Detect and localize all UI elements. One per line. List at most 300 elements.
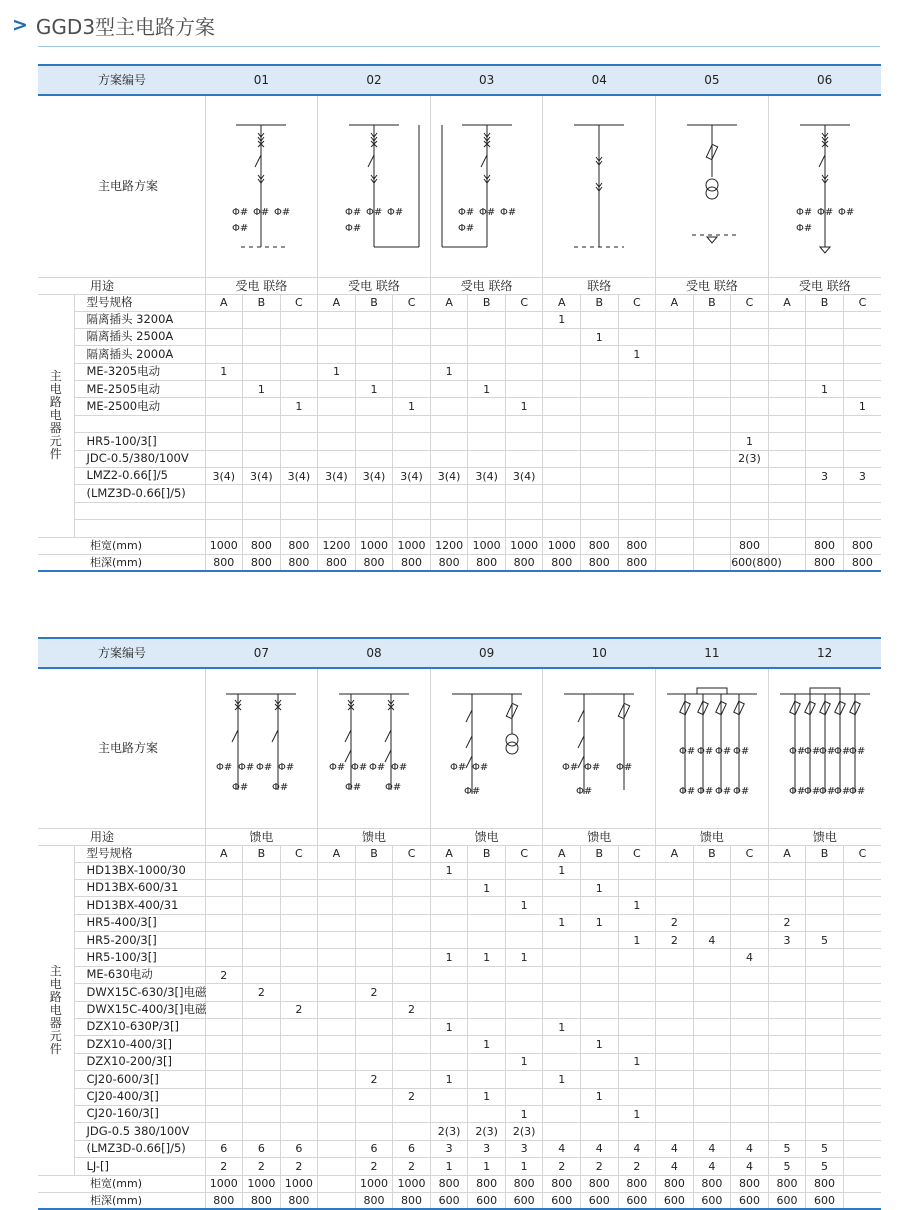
scheme-number: 07 <box>205 638 318 668</box>
cabinet-depth-value: 800 <box>543 554 581 571</box>
component-qty <box>768 1123 806 1140</box>
component-qty <box>843 502 881 519</box>
circuit-diagram <box>318 668 431 828</box>
component-qty <box>355 311 393 328</box>
component-qty <box>505 346 543 363</box>
component-qty: 2 <box>243 1158 281 1175</box>
circuit-diagram-svg <box>319 670 429 826</box>
component-qty <box>393 363 431 380</box>
component-qty <box>280 1123 318 1140</box>
circuit-diagram <box>656 668 769 828</box>
component-qty: 4 <box>543 1140 581 1157</box>
component-qty <box>843 415 881 432</box>
component-qty: 1 <box>543 914 581 931</box>
cabinet-depth-value: 600 <box>731 1192 769 1209</box>
circuit-diagram-svg <box>432 97 542 275</box>
component-qty <box>430 311 468 328</box>
component-row <box>38 328 881 345</box>
component-qty <box>693 897 731 914</box>
component-qty <box>843 346 881 363</box>
component-qty <box>768 311 806 328</box>
component-qty <box>355 914 393 931</box>
sub-scheme-letter: A <box>318 294 356 311</box>
component-qty <box>693 415 731 432</box>
component-qty <box>543 398 581 415</box>
component-qty: 2 <box>280 1158 318 1175</box>
component-row <box>38 363 881 380</box>
component-qty: 4 <box>731 949 769 966</box>
component-row <box>38 1053 881 1070</box>
component-qty <box>731 932 769 949</box>
component-name: 隔离插头 3200A <box>74 311 205 328</box>
component-qty <box>355 415 393 432</box>
scheme-number: 04 <box>543 65 656 95</box>
component-row <box>38 450 881 467</box>
component-qty <box>768 502 806 519</box>
scheme-use: 馈电 <box>768 828 881 845</box>
cabinet-depth-label: 柜深(mm) <box>38 554 205 571</box>
component-qty <box>205 1088 243 1105</box>
circuit-diagram-svg <box>657 670 767 826</box>
component-qty: 2 <box>280 1001 318 1018</box>
component-qty <box>806 1088 844 1105</box>
component-qty <box>205 311 243 328</box>
component-qty <box>656 485 694 502</box>
component-qty <box>806 1105 844 1122</box>
component-qty <box>618 1088 656 1105</box>
current-transformer-symbol: Φ# <box>449 762 466 774</box>
component-qty: 2(3) <box>731 450 769 467</box>
cabinet-width-value: 800 <box>280 537 318 554</box>
component-name: ME-2505电动 <box>74 381 205 398</box>
cabinet-depth-value: 800 <box>205 1192 243 1209</box>
component-name: 隔离插头 2000A <box>74 346 205 363</box>
component-qty <box>430 1088 468 1105</box>
current-transformer-symbol: Φ# <box>274 207 291 219</box>
component-qty <box>393 1071 431 1088</box>
component-qty <box>768 1019 806 1036</box>
component-name: CJ20-160/3[] <box>74 1105 205 1122</box>
main-circuit-label: 主电路方案 <box>38 95 205 277</box>
component-qty: 1 <box>430 949 468 966</box>
component-qty <box>430 450 468 467</box>
current-transformer-symbol: Φ# <box>837 207 855 219</box>
component-qty: 3(4) <box>468 468 506 485</box>
component-qty <box>430 879 468 896</box>
component-qty <box>768 520 806 537</box>
current-transformer-symbol: Φ# <box>365 207 383 219</box>
use-label: 用途 <box>38 828 205 845</box>
component-qty <box>393 433 431 450</box>
component-qty: 1 <box>280 398 318 415</box>
component-qty: 2 <box>618 1158 656 1175</box>
cabinet-depth-value: 800 <box>318 554 356 571</box>
component-name: DWX15C-630/3[]电磁 <box>74 984 205 1001</box>
component-qty <box>806 1001 844 1018</box>
current-transformer-symbol: Φ# <box>818 786 836 798</box>
component-qty <box>543 932 581 949</box>
component-qty: 3(4) <box>318 468 356 485</box>
component-qty <box>618 984 656 1001</box>
current-transformer-symbol: Φ# <box>350 762 368 774</box>
component-qty <box>393 932 431 949</box>
component-qty <box>543 897 581 914</box>
component-qty: 1 <box>806 381 844 398</box>
cabinet-depth-value: 800 <box>618 554 656 571</box>
component-qty <box>768 468 806 485</box>
component-qty <box>318 1088 356 1105</box>
component-qty <box>280 949 318 966</box>
circuit-diagram <box>543 668 656 828</box>
component-qty: 3(4) <box>355 468 393 485</box>
component-qty <box>205 485 243 502</box>
sub-scheme-letter: B <box>243 845 281 862</box>
sub-scheme-letter: C <box>505 294 543 311</box>
component-qty <box>468 346 506 363</box>
component-name: JDG-0.5 380/100V <box>74 1123 205 1140</box>
sub-scheme-letter: B <box>581 845 619 862</box>
circuit-diagram-svg <box>319 97 429 275</box>
component-qty <box>280 415 318 432</box>
component-qty <box>205 984 243 1001</box>
component-qty: 1 <box>505 897 543 914</box>
component-qty <box>656 862 694 879</box>
component-qty <box>843 932 881 949</box>
component-qty <box>693 381 731 398</box>
component-qty <box>843 328 881 345</box>
component-qty: 5 <box>806 1158 844 1175</box>
current-transformer-symbol: Φ# <box>384 782 402 794</box>
component-name: HD13BX-400/31 <box>74 897 205 914</box>
component-name: DZX10-400/3[] <box>74 1036 205 1053</box>
component-qty <box>318 932 356 949</box>
component-qty <box>205 932 243 949</box>
component-qty <box>618 398 656 415</box>
component-qty <box>355 346 393 363</box>
component-qty: 1 <box>468 1036 506 1053</box>
component-qty <box>731 966 769 983</box>
component-qty: 1 <box>430 1019 468 1036</box>
scheme-number: 08 <box>318 638 431 668</box>
component-qty <box>280 1019 318 1036</box>
scheme-use: 受电 联络 <box>430 277 543 294</box>
component-qty <box>543 879 581 896</box>
component-row <box>38 520 881 537</box>
current-transformer-symbol: Φ# <box>478 207 495 219</box>
component-qty <box>693 1053 731 1070</box>
sub-scheme-letter: C <box>280 294 318 311</box>
component-qty <box>468 1053 506 1070</box>
component-qty <box>355 932 393 949</box>
component-qty <box>280 966 318 983</box>
component-qty <box>731 468 769 485</box>
cabinet-depth-value: 800 <box>505 554 543 571</box>
component-qty <box>843 897 881 914</box>
cabinet-width-value: 1000 <box>505 537 543 554</box>
component-row <box>38 897 881 914</box>
component-qty <box>731 1123 769 1140</box>
cabinet-width-value: 1200 <box>318 537 356 554</box>
component-qty <box>806 485 844 502</box>
current-transformer-symbol: Φ# <box>562 762 579 774</box>
component-qty <box>656 949 694 966</box>
component-qty <box>243 949 281 966</box>
component-qty <box>280 433 318 450</box>
spec-label: 型号规格 <box>74 845 205 862</box>
component-qty <box>656 363 694 380</box>
circuit-diagram <box>205 668 318 828</box>
component-qty: 1 <box>543 862 581 879</box>
current-transformer-symbol: Φ# <box>678 746 696 758</box>
component-qty: 1 <box>581 1036 619 1053</box>
component-qty: 3 <box>468 1140 506 1157</box>
circuit-diagram <box>205 95 318 277</box>
component-qty <box>656 1019 694 1036</box>
current-transformer-symbol: Φ# <box>216 762 233 774</box>
component-name <box>74 502 205 519</box>
component-qty <box>693 1105 731 1122</box>
component-qty <box>843 879 881 896</box>
component-row <box>38 1123 881 1140</box>
component-qty <box>468 1105 506 1122</box>
component-qty: 2 <box>393 1158 431 1175</box>
component-name: CJ20-400/3[] <box>74 1088 205 1105</box>
component-qty <box>430 1036 468 1053</box>
component-qty <box>618 1071 656 1088</box>
cabinet-depth-value: 600 <box>806 1192 844 1209</box>
current-transformer-symbol: Φ# <box>788 746 806 758</box>
current-transformer-symbol: Φ# <box>616 762 633 774</box>
component-qty: 2(3) <box>505 1123 543 1140</box>
cabinet-depth-value <box>693 554 731 571</box>
cabinet-depth-value: 800 <box>806 554 844 571</box>
component-qty <box>205 1071 243 1088</box>
component-name: HR5-100/3[] <box>74 949 205 966</box>
component-row <box>38 346 881 363</box>
component-qty <box>843 862 881 879</box>
component-qty: 5 <box>806 932 844 949</box>
circuit-diagram-svg <box>206 97 316 275</box>
component-qty <box>806 879 844 896</box>
circuit-diagram <box>318 95 431 277</box>
component-row <box>38 1036 881 1053</box>
cabinet-width-value <box>656 537 694 554</box>
circuit-diagram <box>768 95 881 277</box>
component-qty <box>543 1001 581 1018</box>
component-qty <box>618 485 656 502</box>
component-qty <box>768 949 806 966</box>
component-qty: 2 <box>205 1158 243 1175</box>
component-qty <box>731 328 769 345</box>
current-transformer-symbol: Φ# <box>457 223 474 235</box>
component-qty <box>581 433 619 450</box>
component-qty <box>243 1105 281 1122</box>
component-row <box>38 502 881 519</box>
component-qty <box>731 346 769 363</box>
component-qty <box>318 450 356 467</box>
component-qty <box>318 485 356 502</box>
component-qty: 1 <box>205 363 243 380</box>
scheme-table-2 <box>38 637 881 1210</box>
use-label: 用途 <box>38 277 205 294</box>
component-qty <box>430 966 468 983</box>
component-qty <box>318 328 356 345</box>
component-qty <box>806 862 844 879</box>
component-qty <box>618 415 656 432</box>
component-qty <box>656 468 694 485</box>
circuit-diagram-svg <box>206 670 316 826</box>
component-qty <box>731 984 769 1001</box>
component-qty <box>318 415 356 432</box>
component-qty: 2 <box>393 1001 431 1018</box>
component-qty <box>205 381 243 398</box>
sub-scheme-letter: A <box>768 845 806 862</box>
component-qty <box>731 311 769 328</box>
component-qty <box>468 1001 506 1018</box>
component-qty: 1 <box>505 949 543 966</box>
component-qty <box>355 450 393 467</box>
component-qty <box>468 966 506 983</box>
component-qty <box>468 1071 506 1088</box>
component-qty <box>393 1123 431 1140</box>
component-row <box>38 485 881 502</box>
component-qty <box>280 502 318 519</box>
sub-scheme-letter: C <box>843 294 881 311</box>
component-qty <box>468 897 506 914</box>
component-qty <box>243 966 281 983</box>
component-qty <box>205 949 243 966</box>
cabinet-width-value: 800 <box>581 537 619 554</box>
component-qty <box>768 966 806 983</box>
sub-scheme-letter: A <box>543 294 581 311</box>
component-qty <box>505 984 543 1001</box>
chevron-right-icon: > <box>12 14 28 36</box>
scheme-number: 11 <box>656 638 769 668</box>
component-qty <box>768 381 806 398</box>
component-qty <box>355 897 393 914</box>
current-transformer-symbol: Φ# <box>368 762 386 774</box>
sub-scheme-letter: C <box>505 845 543 862</box>
component-qty <box>355 502 393 519</box>
component-qty <box>656 1001 694 1018</box>
component-qty: 4 <box>618 1140 656 1157</box>
component-qty <box>843 381 881 398</box>
scheme-use: 馈电 <box>543 828 656 845</box>
component-qty <box>581 1019 619 1036</box>
scheme-number-label: 方案编号 <box>38 638 205 668</box>
component-qty <box>581 346 619 363</box>
component-qty: 1 <box>543 1071 581 1088</box>
component-row <box>38 311 881 328</box>
component-qty: 1 <box>543 1019 581 1036</box>
component-qty <box>618 363 656 380</box>
component-row <box>38 1140 881 1157</box>
component-qty <box>843 1053 881 1070</box>
title-divider <box>38 46 880 47</box>
component-name: DZX10-200/3[] <box>74 1053 205 1070</box>
component-name: CJ20-600/3[] <box>74 1071 205 1088</box>
component-qty <box>468 520 506 537</box>
component-qty <box>280 984 318 1001</box>
component-qty: 2 <box>656 932 694 949</box>
cabinet-width-value: 800 <box>806 537 844 554</box>
scheme-number: 02 <box>318 65 431 95</box>
component-qty <box>505 932 543 949</box>
component-qty <box>768 485 806 502</box>
current-transformer-symbol: Φ# <box>696 746 714 758</box>
component-qty: 1 <box>581 879 619 896</box>
cabinet-width-value: 800 <box>731 537 769 554</box>
component-qty <box>243 1088 281 1105</box>
sub-scheme-letter: B <box>243 294 281 311</box>
component-qty <box>505 415 543 432</box>
current-transformer-symbol: Φ# <box>818 746 836 758</box>
component-qty <box>693 311 731 328</box>
scheme-number: 12 <box>768 638 881 668</box>
component-qty <box>693 1019 731 1036</box>
cabinet-depth-value: 800 <box>430 554 468 571</box>
cabinet-width-value <box>318 1175 356 1192</box>
component-qty <box>280 1053 318 1070</box>
component-qty <box>430 1105 468 1122</box>
component-qty <box>581 897 619 914</box>
component-qty <box>243 450 281 467</box>
component-qty <box>656 1053 694 1070</box>
component-qty <box>280 1105 318 1122</box>
component-qty <box>731 879 769 896</box>
component-row <box>38 1158 881 1175</box>
cabinet-width-value <box>693 537 731 554</box>
component-qty <box>430 381 468 398</box>
component-qty: 1 <box>581 1088 619 1105</box>
component-qty <box>806 914 844 931</box>
component-qty <box>355 433 393 450</box>
component-qty <box>355 1036 393 1053</box>
component-qty: 3 <box>430 1140 468 1157</box>
cabinet-depth-value: 800 <box>280 554 318 571</box>
sub-scheme-letter: C <box>731 845 769 862</box>
current-transformer-symbol: Φ# <box>256 762 273 774</box>
sub-scheme-letter: B <box>581 294 619 311</box>
component-qty <box>543 502 581 519</box>
cabinet-width-value: 800 <box>731 1175 769 1192</box>
component-qty <box>656 311 694 328</box>
component-qty: 6 <box>393 1140 431 1157</box>
component-name <box>74 520 205 537</box>
component-qty <box>355 520 393 537</box>
component-qty <box>656 1088 694 1105</box>
component-qty <box>468 932 506 949</box>
component-qty <box>318 346 356 363</box>
component-qty <box>581 485 619 502</box>
component-row <box>38 1019 881 1036</box>
component-qty <box>768 862 806 879</box>
current-transformer-symbol: Φ# <box>253 207 270 219</box>
cabinet-depth-value <box>843 1192 881 1209</box>
component-qty <box>843 1001 881 1018</box>
component-qty <box>393 328 431 345</box>
component-qty: 2 <box>355 984 393 1001</box>
component-qty <box>693 1036 731 1053</box>
sub-scheme-letter: A <box>430 294 468 311</box>
component-qty <box>806 1071 844 1088</box>
current-transformer-symbol: Φ# <box>795 207 813 219</box>
component-qty <box>430 1001 468 1018</box>
cabinet-width-value: 800 <box>430 1175 468 1192</box>
component-name: HD13BX-1000/30 <box>74 862 205 879</box>
current-transformer-symbol: Φ# <box>678 786 696 798</box>
cabinet-width-value: 800 <box>468 1175 506 1192</box>
